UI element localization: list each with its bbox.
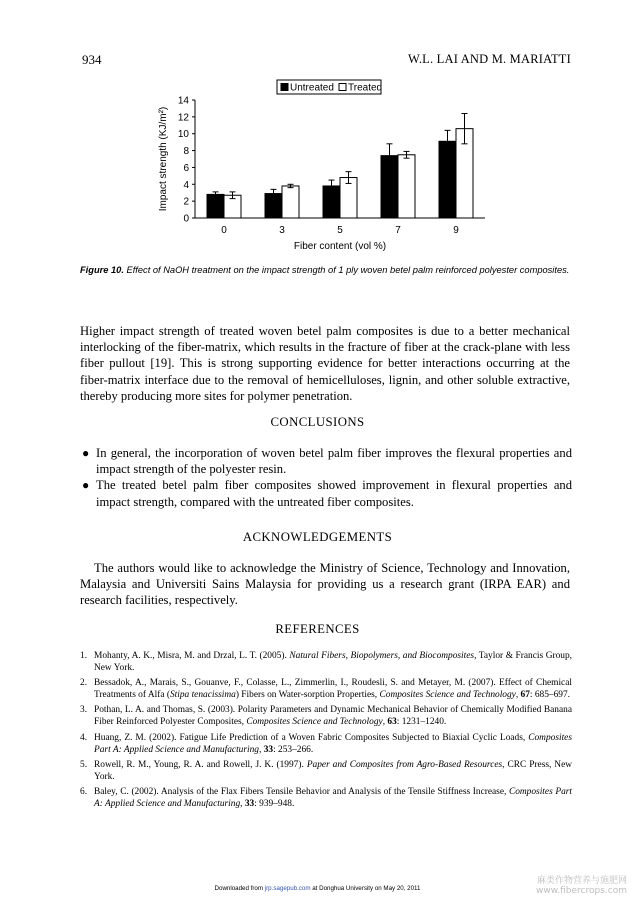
reference-number: 2. — [80, 678, 88, 689]
y-axis-label: Impact strength (KJ/m²) — [158, 106, 169, 212]
y-tick-label: 2 — [183, 196, 189, 208]
reference-number: 5. — [80, 759, 88, 770]
y-tick-label: 12 — [177, 112, 189, 124]
bullet-text: In general, the incorporation of woven betel palm fiber improves the flexural properties and impact strength of the polyester resin. — [96, 446, 572, 477]
page-number: 934 — [82, 52, 102, 67]
x-tick-label: 0 — [221, 225, 227, 236]
reference-text: , Taylor & Francis Group, New York. — [94, 651, 572, 674]
figure-caption — [80, 264, 580, 276]
body-paragraph: Higher impact strength of treated woven betel palm composites is due to a better mechanical interlocking of the fiber-matrix, which results in the fracture of fiber at the crack-plane with less fiber pullout [19]. This is strong supporting evidence for better interactions occurring at the fiber-matrix interface due to the removal of hemicelluloses, lignin, and other soluble extractive, thereby producing more sites for polymer penetration. — [80, 324, 570, 403]
x-tick-label: 9 — [453, 225, 459, 236]
reference-text: Composites Science and Technology — [246, 717, 383, 728]
reference-text: Composites Part A: Applied Science and Manufacturing — [94, 786, 573, 810]
references-heading: REFERENCES — [275, 622, 360, 636]
y-tick-label: 10 — [177, 129, 189, 141]
reference-item — [80, 677, 572, 701]
running-header-authors: W.L. LAI AND M. MARIATTI — [407, 52, 571, 66]
watermark-line2: www.fibercrops.com — [536, 886, 627, 896]
bar-treated — [398, 155, 415, 218]
acknowledgements-heading: ACKNOWLEDGEMENTS — [242, 530, 393, 544]
impact-strength-bar-chart — [150, 78, 490, 253]
reference-text: Mohanty, A. K., Misra, M. and Drzal, L. T. (2005). — [94, 651, 290, 661]
reference-text: : 253–266. — [273, 744, 314, 755]
y-tick-label: 4 — [183, 179, 189, 191]
footer-prefix: Downloaded from — [214, 885, 265, 892]
watermark — [536, 876, 627, 896]
footer-suffix: at Donghua University on May 20, 2011 — [310, 885, 421, 892]
bullet-icon: ● — [82, 446, 90, 460]
bar-treated — [282, 186, 299, 218]
reference-text: 63 — [387, 717, 397, 728]
reference-text: : 685–697. — [529, 690, 571, 701]
reference-text: , — [382, 717, 388, 728]
y-tick-label: 6 — [183, 162, 189, 174]
figure-label: Figure 10. — [80, 265, 124, 275]
bullet-item — [80, 477, 572, 509]
x-tick-label: 5 — [337, 225, 343, 236]
reference-text: : 1231–1240. — [396, 717, 447, 728]
reference-text: Stipa tenacissima — [169, 690, 236, 701]
reference-text: Paper and Composites from Agro-Based Resources — [306, 759, 503, 770]
y-tick-label: 14 — [177, 95, 189, 107]
bullet-text: The treated betel palm fiber composites showed improvement in flexural properties and impact strength, compared with the untreated fiber composites. — [96, 478, 572, 509]
reference-text: Baley, C. (2002). Analysis of the Flax Fibers Tensile Behavior and Analysis of the Tensile Stiffness Increase, — [94, 786, 509, 797]
legend-label-treated: Treated — [348, 82, 383, 94]
x-tick-label: 3 — [279, 225, 285, 236]
reference-text: : 939–948. — [254, 799, 295, 810]
acknowledgements-text: The authors would like to acknowledge the Ministry of Science, Technology and Innovation, Malaysia and Universiti Sains Malaysia for providing us a research grant (IRPA EAR) and research facilities, respectively. — [80, 561, 570, 608]
reference-item — [80, 650, 572, 674]
reference-text: Huang, Z. M. (2002). Fatigue Life Prediction of a Woven Fabric Composites Subjected to Biaxial Cyclic Loads, — [94, 732, 529, 743]
reference-item — [80, 759, 572, 783]
reference-text: Composites Science and Technology — [379, 690, 516, 701]
reference-number: 6. — [80, 786, 88, 797]
reference-text: , — [515, 690, 521, 701]
reference-number: 1. — [80, 651, 88, 661]
references-list — [80, 650, 572, 813]
reference-text: Composites Part A: Applied Science and Manufacturing — [94, 732, 572, 755]
reference-text: , CRC Press, New York. — [94, 759, 573, 782]
y-tick-label: 0 — [183, 213, 189, 225]
reference-text: Bessadok, A., Marais, S., Gouanve, F., Colasse, L., Zimmerlin, I., Roudesli, S. and Metayer, M. (2007). Effect of Chemical Treatments of Alfa ( — [94, 678, 572, 701]
reference-item — [80, 732, 572, 756]
reference-number: 3. — [80, 705, 88, 716]
conclusions-heading: CONCLUSIONS — [270, 415, 365, 429]
reference-number: 4. — [80, 732, 88, 743]
reference-text: Natural Fibers, Biopolymers, and Biocomposites — [289, 651, 475, 661]
bullet-item — [80, 445, 572, 477]
bar-untreated — [207, 194, 224, 218]
reference-text: ) Fibers on Water-sorption Properties, — [235, 690, 380, 701]
bar-untreated — [439, 141, 456, 218]
x-tick-label: 7 — [395, 225, 401, 236]
legend-swatch-treated — [339, 84, 346, 91]
watermark-line1: 麻类作物营养与施肥网 — [536, 876, 627, 886]
bullet-icon: ● — [82, 478, 90, 493]
reference-item — [80, 704, 572, 728]
reference-text: 33 — [244, 799, 255, 810]
reference-text: 67 — [520, 690, 530, 701]
reference-text: Rowell, R. M., Young, R. A. and Rowell, J. K. (1997). — [94, 759, 307, 770]
reference-text: 33 — [263, 744, 274, 755]
conclusions-list — [80, 445, 572, 510]
figure-caption-text: Effect of NaOH treatment on the impact strength of 1 ply woven betel palm reinforced polyester composites. — [123, 265, 570, 275]
legend-label-untreated: Untreated — [290, 82, 334, 94]
reference-item — [80, 786, 572, 810]
x-axis-label: Fiber content (vol %) — [293, 241, 387, 252]
reference-text: , — [240, 799, 245, 810]
reference-text: Pothan, L. A. and Thomas, S. (2003). Polarity Parameters and Dynamic Mechanical Behavior of Chemically Modified Banana Fiber Reinforced Polyester Composites, — [94, 705, 572, 728]
y-tick-label: 8 — [183, 146, 189, 158]
reference-text: , — [259, 744, 264, 755]
footer-link[interactable]: jrp.sagepub.com — [264, 885, 311, 892]
legend-swatch-untreated — [281, 84, 288, 91]
